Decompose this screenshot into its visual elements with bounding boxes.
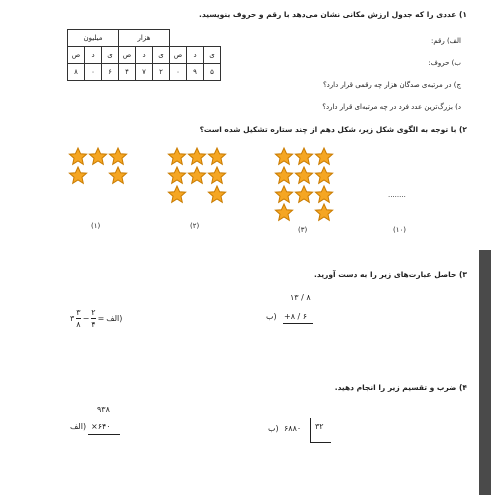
- star-icon: [168, 186, 185, 202]
- figure-3-stars: [275, 148, 332, 220]
- group-label-thousand: هزار: [119, 30, 170, 47]
- digit-cell: ۰: [170, 64, 187, 81]
- q4-b-divisor: ۳۲: [315, 422, 324, 431]
- figure-label-2: (۲): [190, 222, 200, 230]
- digit-cell: ۰: [85, 64, 102, 81]
- denominator: ۴: [91, 320, 96, 329]
- star-icon: [109, 148, 126, 164]
- header-cell: د: [136, 47, 153, 64]
- digit-cell: ۷: [136, 64, 153, 81]
- addition-line: [283, 323, 313, 324]
- star-icon: [168, 148, 185, 164]
- star-icon: [275, 148, 292, 164]
- star-icon: [295, 186, 312, 202]
- star-icon: [295, 148, 312, 164]
- q1-part-d: د) بزرگ‌ترین عدد فرد در چه مرتبه‌ای قرار دارد؟: [322, 103, 461, 111]
- figure-1-stars: [69, 148, 126, 183]
- numerator: ۳: [76, 308, 81, 317]
- header-cell: ی: [204, 47, 221, 64]
- digit-cell: ۸: [68, 64, 85, 81]
- star-icon: [275, 186, 292, 202]
- figure-2-stars: [168, 148, 225, 202]
- star-icon: [208, 186, 225, 202]
- digit-cell: ۲: [153, 64, 170, 81]
- star-icon: [315, 167, 332, 183]
- figure-label-1: (۱): [91, 222, 101, 230]
- star-icon: [315, 204, 332, 220]
- q3-b-bottom: +۸ / ۶: [284, 312, 308, 321]
- header-cell: ص: [68, 47, 85, 64]
- star-icon: [315, 148, 332, 164]
- star-icon: [69, 167, 86, 183]
- star-icon: [69, 148, 86, 164]
- minus-sign: −: [82, 314, 90, 323]
- digit-cell: ۴: [119, 64, 136, 81]
- equals-sign: =: [97, 314, 105, 323]
- figure-label-3: (۳): [298, 226, 308, 234]
- multiplication-line: [88, 434, 120, 435]
- star-icon: [315, 186, 332, 202]
- q2-title: ۲) با توجه به الگوی شکل زیر، شکل دهم از چند ستاره تشکیل شده است؟: [199, 125, 467, 134]
- star-icon: [208, 148, 225, 164]
- page-edge-bar: [479, 250, 491, 495]
- denominator: ۸: [76, 320, 81, 329]
- q4-a-bottom: ×۶۴۰: [91, 422, 111, 431]
- q4-a-label: الف): [70, 422, 87, 431]
- header-cell: ی: [153, 47, 170, 64]
- star-icon: [89, 148, 106, 164]
- q3-part-a: [70, 307, 122, 330]
- q1-part-a: الف) رقم:: [430, 37, 461, 45]
- digit-cell: ۹: [187, 64, 204, 81]
- digit-cell: ۶: [102, 64, 119, 81]
- q3-a-whole: ۳: [70, 314, 75, 323]
- q3-b-label: ب): [266, 312, 277, 321]
- figure-label-10: (۱۰): [393, 226, 406, 234]
- header-cell: د: [85, 47, 102, 64]
- group-label-million: میلیون: [68, 30, 119, 47]
- star-icon: [208, 167, 225, 183]
- header-cell: د: [187, 47, 204, 64]
- q4-a-top: ۹۳۸: [97, 405, 110, 414]
- numerator: ۲: [91, 308, 96, 317]
- figure-10-blank: ........: [388, 191, 406, 199]
- fraction: [91, 307, 95, 330]
- star-icon: [275, 204, 292, 220]
- q4-b-dividend: ۶۸۸۰: [284, 424, 302, 433]
- digit-cell: ۵: [204, 64, 221, 81]
- star-icon: [275, 167, 292, 183]
- group-label-empty: [170, 30, 221, 47]
- header-cell: ص: [119, 47, 136, 64]
- q4-title: ۴) ضرب و تقسیم زیر را انجام دهید.: [334, 383, 467, 392]
- star-icon: [188, 167, 205, 183]
- q4-b-label: ب): [268, 424, 279, 433]
- star-icon: [109, 167, 126, 183]
- q3-b-top: ۱۳ / ۸: [290, 293, 311, 302]
- place-value-table: [67, 29, 221, 81]
- q1-part-c: ج) در مرتبه‌ی صدگان هزار چه رقمی قرار دارد؟: [322, 81, 461, 89]
- q1-title: ۱) عددی را که جدول ارزش مکانی نشان می‌دهد با رقم و حروف بنویسید.: [198, 10, 467, 19]
- header-cell: ص: [170, 47, 187, 64]
- star-icon: [188, 148, 205, 164]
- q1-part-b: ب) حروف:: [428, 59, 461, 67]
- q3-title: ۳) حاصل عبارت‌های زیر را به دست آورید.: [314, 270, 467, 279]
- q3-a-label: الف): [106, 314, 123, 323]
- star-icon: [295, 167, 312, 183]
- fraction: [76, 307, 80, 330]
- star-icon: [168, 167, 185, 183]
- star-pattern-figure: [0, 140, 470, 240]
- header-cell: ی: [102, 47, 119, 64]
